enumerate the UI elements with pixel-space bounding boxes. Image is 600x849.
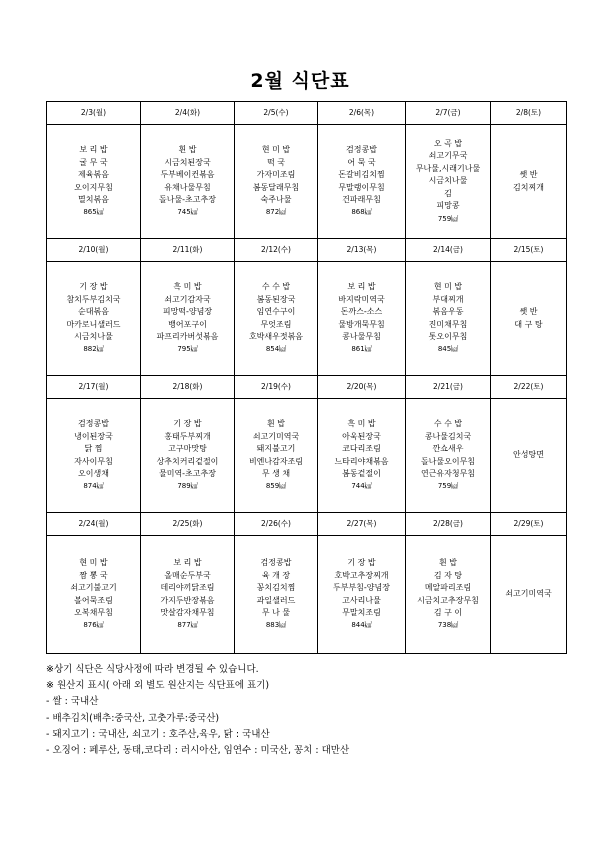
date-cell: 2/13(목) xyxy=(318,239,406,262)
menu-item: 맛살감자채무침 xyxy=(160,607,215,617)
date-cell: 2/8(토) xyxy=(491,102,567,125)
calorie-value: 854㎉ xyxy=(265,345,287,354)
date-cell: 2/5(수) xyxy=(235,102,318,125)
note-line: ※상기 식단은 식당사정에 따라 변경될 수 있습니다. xyxy=(46,664,259,675)
menu-item: 뱅어포구이 xyxy=(168,319,207,329)
menu-item: 냉이된장국 xyxy=(74,431,113,441)
menu-cell xyxy=(235,125,318,239)
menu-item: 무 나 물 xyxy=(261,607,291,617)
calorie-value: 745㎉ xyxy=(177,208,198,217)
menu-item: 오 곡 밥 xyxy=(433,139,463,149)
date-cell: 2/17(월) xyxy=(47,376,141,399)
menu-cell xyxy=(141,262,235,376)
menu-cell xyxy=(141,399,235,513)
menu-item: 시금치된장국 xyxy=(164,157,211,167)
menu-item: 무말치조림 xyxy=(342,607,381,617)
menu-item: 오이지무침 xyxy=(74,182,113,192)
menu-cell xyxy=(406,262,491,376)
menu-item: 검정콩밥 xyxy=(346,145,377,155)
menu-item: 어 묵 국 xyxy=(347,157,376,167)
menu-item: 참치두부김치국 xyxy=(66,294,121,304)
date-cell: 2/18(화) xyxy=(141,376,235,399)
date-cell: 2/3(월) xyxy=(47,102,141,125)
date-cell: 2/22(토) xyxy=(491,376,567,399)
menu-item: 고구마맛탕 xyxy=(168,444,207,454)
note-line: ※ 원산지 표시( 아래 외 별도 원산지는 식단표에 표기) xyxy=(46,680,270,692)
calorie-value: 882㎉ xyxy=(83,345,104,354)
menu-item: 유채나물무침 xyxy=(164,182,211,192)
menu-item: 호박새우젓볶음 xyxy=(248,331,304,341)
menu-item: 가지두반장볶음 xyxy=(160,595,215,605)
menu-item: 콩나물무침 xyxy=(342,331,381,341)
menu-item: 물방개묵무침 xyxy=(338,319,385,329)
menu-item: 보 리 밥 xyxy=(173,558,202,568)
menu-item: 무나물,시래기나물 xyxy=(415,163,481,173)
menu-item: 파프리카버섯볶음 xyxy=(156,331,219,341)
menu-item: 기 장 밥 xyxy=(173,419,202,429)
calorie-value: 872㎉ xyxy=(265,208,287,217)
menu-cell xyxy=(318,536,406,654)
date-cell: 2/24(월) xyxy=(47,513,141,536)
date-row xyxy=(47,239,567,262)
menu-row xyxy=(47,399,567,513)
menu-item: 대 구 탕 xyxy=(514,319,543,329)
calorie-value: 861㎉ xyxy=(351,345,372,354)
menu-item: 무말랭이무침 xyxy=(338,182,385,192)
menu-item: 떡 국 xyxy=(267,157,285,167)
menu-cell xyxy=(47,125,141,239)
date-cell: 2/20(목) xyxy=(318,376,406,399)
date-cell: 2/4(화) xyxy=(141,102,235,125)
date-cell: 2/12(수) xyxy=(235,239,318,262)
calorie-value: 744㎉ xyxy=(351,482,372,491)
menu-item: 깐쇼새우 xyxy=(432,444,464,454)
date-cell: 2/25(화) xyxy=(141,513,235,536)
menu-item: 비엔나감자조림 xyxy=(248,456,304,466)
menu-item: 보 리 밥 xyxy=(347,282,376,292)
calorie-value: 883㎉ xyxy=(265,621,287,630)
menu-item: 닭 찜 xyxy=(84,444,103,454)
menu-item: 아욱된장국 xyxy=(342,431,381,441)
menu-item: 흑 미 밥 xyxy=(173,282,202,292)
menu-item: 임연수구이 xyxy=(256,307,296,317)
menu-cell xyxy=(235,399,318,513)
menu-item: 두부베이컨볶음 xyxy=(160,170,215,180)
menu-item: 자사이무침 xyxy=(74,456,113,466)
menu-item: 진미채무침 xyxy=(428,319,468,329)
menu-item: 메알파리조림 xyxy=(424,583,472,593)
menu-item: 과일샐러드 xyxy=(256,595,296,605)
menu-row xyxy=(47,536,567,654)
menu-item: 돌나물-초고추장 xyxy=(159,194,216,204)
menu-item: 흑 미 밥 xyxy=(347,419,376,429)
calorie-value: 759㎉ xyxy=(437,482,459,491)
date-cell: 2/10(월) xyxy=(47,239,141,262)
menu-item: 김 자 탕 xyxy=(433,570,463,580)
menu-item: 검정콩밥 xyxy=(260,558,292,568)
date-cell: 2/15(토) xyxy=(491,239,567,262)
menu-cell xyxy=(491,262,567,376)
menu-item: 흰 밥 xyxy=(439,558,457,568)
menu-item: 짬 뽕 국 xyxy=(79,570,108,580)
menu-item: 느타리야채볶음 xyxy=(334,456,389,466)
menu-cell xyxy=(406,399,491,513)
menu-item: 쌧 반 xyxy=(519,307,538,317)
meal-table xyxy=(46,101,567,654)
menu-item: 오복채무침 xyxy=(74,607,113,617)
date-cell: 2/11(화) xyxy=(141,239,235,262)
date-row xyxy=(47,513,567,536)
menu-item: 봄동겉절이 xyxy=(342,468,381,478)
menu-cell xyxy=(491,125,567,239)
calorie-value: 844㎉ xyxy=(351,621,372,630)
menu-item: 시금치나물 xyxy=(428,176,468,186)
note-line: - 배추김치(배추:중국산, 고춧가루:중국산) xyxy=(46,712,220,724)
menu-item: 쌧 반 xyxy=(519,170,538,180)
menu-item: 순대볶음 xyxy=(78,307,109,317)
menu-cell xyxy=(47,399,141,513)
calorie-value: 874㎉ xyxy=(83,482,104,491)
menu-cell xyxy=(491,536,567,654)
note-line: - 오징어 : 페루산, 동태,코다리 : 러시아산, 임연수 : 미국산, 꽁치 : 대만산 xyxy=(46,745,350,757)
date-row xyxy=(47,376,567,399)
menu-cell xyxy=(406,536,491,654)
menu-item: 바지락미역국 xyxy=(338,294,385,304)
menu-item: 안성탕면 xyxy=(513,450,544,460)
menu-item: 돈까스-소스 xyxy=(340,307,383,317)
notes xyxy=(46,662,349,759)
menu-item: 올매순두부국 xyxy=(164,570,211,580)
menu-item: 물미역-초고추장 xyxy=(159,468,216,478)
calorie-value: 868㎉ xyxy=(351,208,372,217)
page-title: 2월 식단표 xyxy=(250,70,350,92)
menu-item: 홍태두부찌개 xyxy=(164,431,211,441)
menu-cell xyxy=(406,125,491,239)
date-cell: 2/21(금) xyxy=(406,376,491,399)
menu-item: 보 리 밥 xyxy=(79,145,108,155)
calorie-value: 865㎉ xyxy=(83,208,104,217)
calorie-value: 738㎉ xyxy=(437,621,459,630)
menu-item: 쇠고기무국 xyxy=(428,151,468,161)
menu-item: 쇠고기미역국 xyxy=(505,589,552,599)
menu-item: 제육볶음 xyxy=(78,170,109,180)
date-cell: 2/14(금) xyxy=(406,239,491,262)
menu-item: 시금치고추장무침 xyxy=(417,595,479,605)
menu-item: 고사리나물 xyxy=(342,595,381,605)
date-cell: 2/19(수) xyxy=(235,376,318,399)
menu-item: 쇠고기미역국 xyxy=(252,431,300,441)
menu-item: 상추치커리겉절이 xyxy=(156,456,219,466)
menu-item: 쇠고기불고기 xyxy=(70,583,117,593)
menu-item: 흰 밥 xyxy=(178,145,197,155)
menu-cell xyxy=(47,262,141,376)
menu-item: 육 개 장 xyxy=(261,570,291,580)
menu-cell xyxy=(141,125,235,239)
menu-item: 볶음우동 xyxy=(432,307,464,317)
menu-item: 숙주나물 xyxy=(260,194,292,204)
menu-cell xyxy=(491,399,567,513)
date-cell: 2/6(목) xyxy=(318,102,406,125)
menu-item: 봄동달래무침 xyxy=(252,182,300,192)
menu-cell xyxy=(318,262,406,376)
date-cell: 2/7(금) xyxy=(406,102,491,125)
calorie-value: 859㎉ xyxy=(265,482,287,491)
menu-item: 돈갈비김치찜 xyxy=(338,170,385,180)
menu-cell xyxy=(235,262,318,376)
note-line: - 돼지고기 : 국내산, 쇠고기 : 호주산,육우, 닭 : 국내산 xyxy=(46,728,270,740)
menu-item: 코다리조림 xyxy=(342,444,381,454)
menu-item: 돼지불고기 xyxy=(256,444,296,454)
menu-item: 연근유자청무침 xyxy=(420,468,476,478)
menu-item: 볼어묵조림 xyxy=(74,595,113,605)
menu-item: 봄동된장국 xyxy=(256,294,296,304)
menu-cell xyxy=(235,536,318,654)
menu-item: 현 미 밥 xyxy=(433,282,463,292)
date-row xyxy=(47,102,567,125)
menu-item: 김 구 이 xyxy=(433,607,463,617)
menu-cell xyxy=(318,125,406,239)
menu-item: 무엇조림 xyxy=(260,319,292,329)
note-line: - 쌀 : 국내산 xyxy=(46,696,99,708)
menu-item: 김 xyxy=(444,188,452,198)
menu-item: 현 미 밥 xyxy=(79,558,108,568)
menu-item: 김치찌개 xyxy=(513,182,544,192)
menu-item: 꽁치김치찜 xyxy=(256,583,296,593)
menu-item: 건파래무침 xyxy=(342,194,381,204)
date-cell: 2/26(수) xyxy=(235,513,318,536)
menu-item: 멸치볶음 xyxy=(78,194,109,204)
menu-cell xyxy=(318,399,406,513)
menu-item: 기 장 밥 xyxy=(347,558,376,568)
menu-cell xyxy=(141,536,235,654)
menu-item: 굴 무 국 xyxy=(79,157,108,167)
menu-item: 돌나물오이무침 xyxy=(420,456,476,466)
menu-item: 오이생채 xyxy=(78,468,109,478)
menu-item: 호박고추장찌개 xyxy=(334,570,389,580)
calorie-value: 845㎉ xyxy=(437,345,459,354)
menu-cell xyxy=(47,536,141,654)
calorie-value: 759㎉ xyxy=(437,214,459,223)
menu-item: 피망콩 xyxy=(436,201,460,211)
menu-item: 흰 밥 xyxy=(267,419,285,429)
menu-item: 톳오이무침 xyxy=(428,331,468,341)
menu-item: 가자미조림 xyxy=(256,170,296,180)
menu-item: 현 미 밥 xyxy=(261,145,291,155)
menu-row xyxy=(47,262,567,376)
menu-item: 무 생 채 xyxy=(261,468,291,478)
calorie-value: 789㎉ xyxy=(177,482,198,491)
date-cell: 2/28(금) xyxy=(406,513,491,536)
menu-item: 데리야끼닭조림 xyxy=(160,583,215,593)
menu-item: 수 수 밥 xyxy=(433,419,463,429)
menu-item: 쇠고기감자국 xyxy=(164,294,211,304)
calorie-value: 877㎉ xyxy=(177,621,198,630)
date-cell: 2/29(토) xyxy=(491,513,567,536)
menu-row xyxy=(47,125,567,239)
calorie-value: 876㎉ xyxy=(83,621,104,630)
menu-item: 마카로니샐러드 xyxy=(66,319,121,329)
menu-item: 두부부침-양념장 xyxy=(333,583,390,593)
date-cell: 2/27(목) xyxy=(318,513,406,536)
menu-item: 수 수 밥 xyxy=(261,282,291,292)
menu-item: 기 장 밥 xyxy=(79,282,108,292)
calorie-value: 795㎉ xyxy=(177,345,198,354)
menu-item: 검정콩밥 xyxy=(78,419,109,429)
menu-item: 피망떡-양념장 xyxy=(162,307,213,317)
menu-item: 부대찌개 xyxy=(432,294,464,304)
menu-item: 콩나물김치국 xyxy=(424,431,472,441)
menu-item: 시금치나물 xyxy=(74,331,113,341)
